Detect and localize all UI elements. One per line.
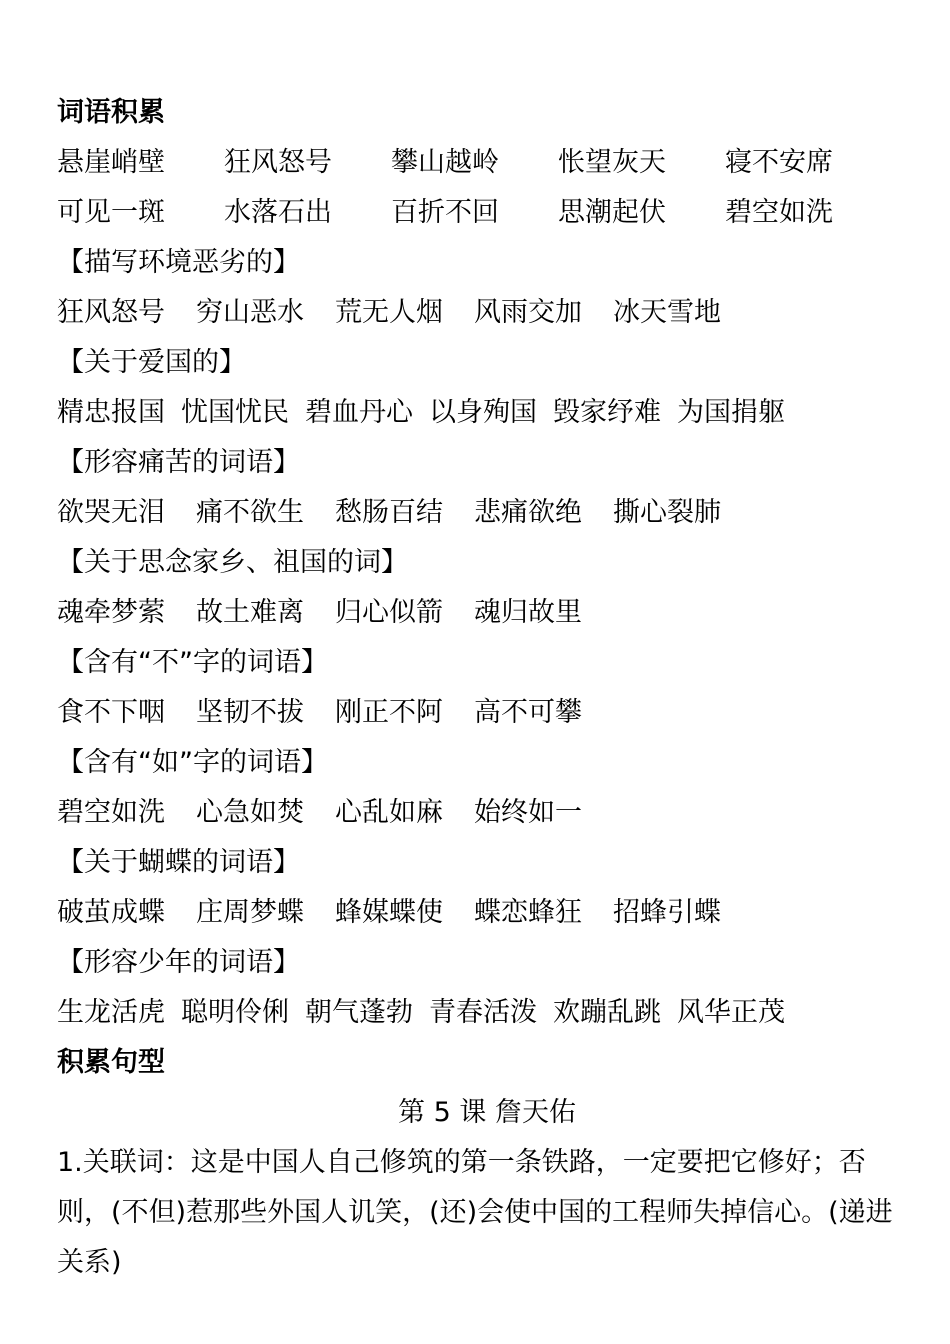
word: 故土难离 xyxy=(196,597,304,628)
word: 悲痛欲绝 xyxy=(474,497,582,528)
group-words-youth xyxy=(57,988,917,1038)
group-words-homesick xyxy=(57,588,917,638)
group-words-pain xyxy=(57,488,917,538)
word: 心急如焚 xyxy=(196,797,304,828)
group-words-bu xyxy=(57,688,917,738)
word: 为国捐躯 xyxy=(677,397,785,428)
word: 忧国忧民 xyxy=(181,397,289,428)
group-label-pain: 【形容痛苦的词语】 xyxy=(57,447,300,478)
word: 庄周梦蝶 xyxy=(196,897,304,928)
word: 蝶恋蜂狂 xyxy=(474,897,582,928)
word: 毁家纾难 xyxy=(553,397,661,428)
word: 精忠报国 xyxy=(57,397,165,428)
word: 聪明伶俐 xyxy=(181,997,289,1028)
word: 撕心裂肺 xyxy=(613,497,721,528)
word: 悬崖峭壁 xyxy=(57,147,165,178)
word: 归心似箭 xyxy=(335,597,443,628)
group-label-ru: 【含有“如”字的词语】 xyxy=(57,747,328,778)
lesson-title: 第 5 课 詹天佑 xyxy=(398,1097,576,1128)
document-page xyxy=(57,88,917,1288)
word: 朝气蓬勃 xyxy=(305,997,413,1028)
word: 荒无人烟 xyxy=(335,297,443,328)
word: 青春活泼 xyxy=(429,997,537,1028)
word: 水落石出 xyxy=(224,197,332,228)
section-title-vocabulary: 词语积累 xyxy=(57,97,165,128)
word: 愁肠百结 xyxy=(335,497,443,528)
word: 可见一斑 xyxy=(57,197,165,228)
section-title-sentence-patterns: 积累句型 xyxy=(57,1047,165,1078)
word: 碧空如洗 xyxy=(725,197,833,228)
word: 碧血丹心 xyxy=(305,397,413,428)
word: 坚韧不拔 xyxy=(196,697,304,728)
word: 生龙活虎 xyxy=(57,997,165,1028)
word: 狂风怒号 xyxy=(57,297,165,328)
word: 寝不安席 xyxy=(725,147,833,178)
word: 碧空如洗 xyxy=(57,797,165,828)
word-row-2 xyxy=(57,188,917,238)
group-words-ru xyxy=(57,788,917,838)
group-label-harsh-environment: 【描写环境恶劣的】 xyxy=(57,247,300,278)
group-label-butterfly: 【关于蝴蝶的词语】 xyxy=(57,847,300,878)
group-label-bu: 【含有“不”字的词语】 xyxy=(57,647,328,678)
word: 食不下咽 xyxy=(57,697,165,728)
word: 破茧成蝶 xyxy=(57,897,165,928)
word: 风华正茂 xyxy=(677,997,785,1028)
word: 魂牵梦萦 xyxy=(57,597,165,628)
group-words-butterfly xyxy=(57,888,917,938)
group-label-patriotism: 【关于爱国的】 xyxy=(57,347,246,378)
word: 思潮起伏 xyxy=(558,197,666,228)
word: 风雨交加 xyxy=(474,297,582,328)
word: 以身殉国 xyxy=(429,397,537,428)
word: 怅望灰天 xyxy=(558,147,666,178)
group-label-homesick: 【关于思念家乡、祖国的词】 xyxy=(57,547,408,578)
word: 痛不欲生 xyxy=(196,497,304,528)
word: 欢蹦乱跳 xyxy=(553,997,661,1028)
word: 始终如一 xyxy=(474,797,582,828)
word: 狂风怒号 xyxy=(224,147,332,178)
sentence-item-1: 1.关联词：这是中国人自己修筑的第一条铁路，一定要把它修好；否则，(不但)惹那些外国人讥笑，(还)会使中国的工程师失掉信心。(递进关系) xyxy=(57,1147,893,1278)
word: 刚正不阿 xyxy=(335,697,443,728)
word: 招蜂引蝶 xyxy=(613,897,721,928)
word: 欲哭无泪 xyxy=(57,497,165,528)
word: 心乱如麻 xyxy=(335,797,443,828)
group-words-patriotism xyxy=(57,388,917,438)
word: 魂归故里 xyxy=(474,597,582,628)
word: 百折不回 xyxy=(391,197,499,228)
word: 冰天雪地 xyxy=(613,297,721,328)
word-row-1 xyxy=(57,138,917,188)
group-words-harsh-environment xyxy=(57,288,917,338)
word: 攀山越岭 xyxy=(391,147,499,178)
word: 穷山恶水 xyxy=(196,297,304,328)
group-label-youth: 【形容少年的词语】 xyxy=(57,947,300,978)
word: 蜂媒蝶使 xyxy=(335,897,443,928)
word: 高不可攀 xyxy=(474,697,582,728)
